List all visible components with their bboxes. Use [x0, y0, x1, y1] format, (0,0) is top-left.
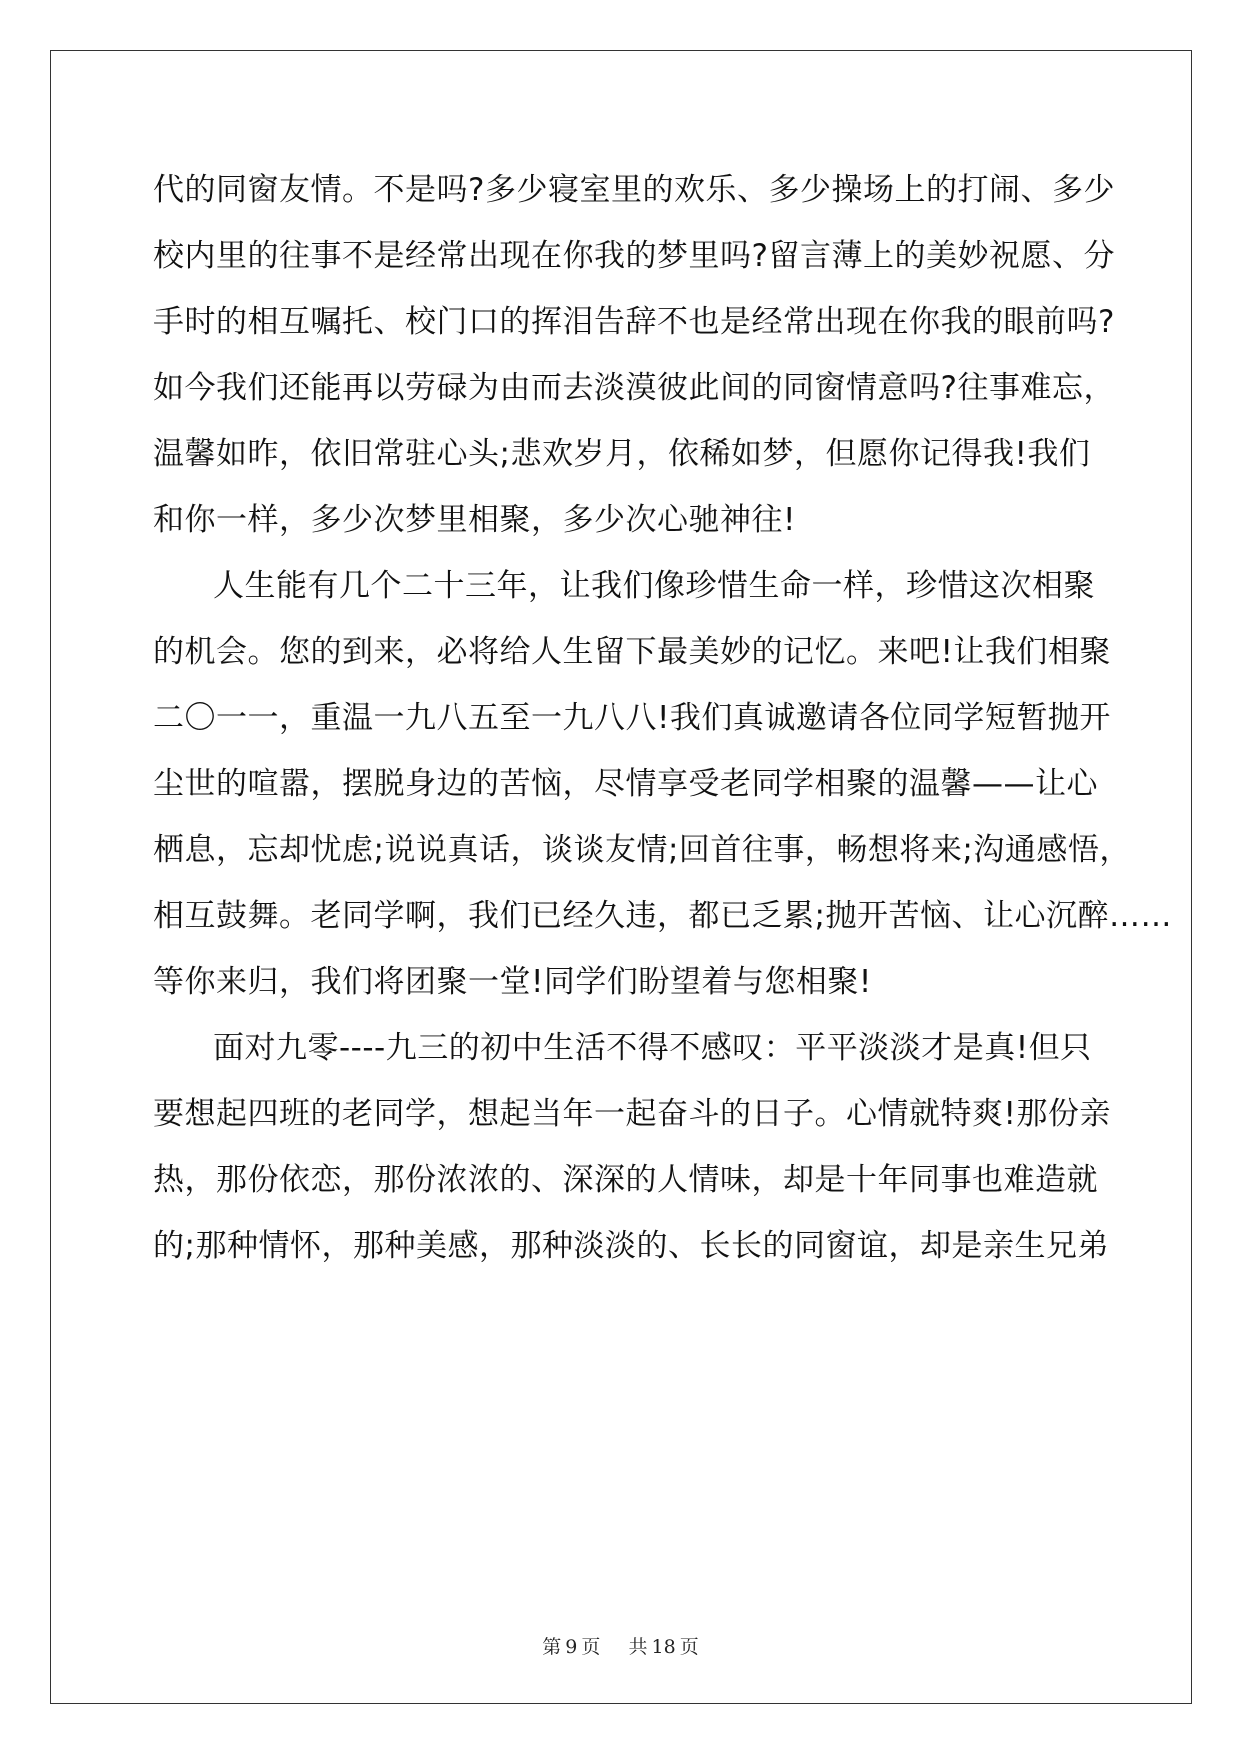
- page-number: 9: [565, 1636, 578, 1658]
- text-line: 栖息，忘却忧虑;说说真话，谈谈友情;回首往事，畅想将来;沟通感悟，: [153, 832, 1131, 868]
- text-line: 面对九零----九三的初中生活不得不感叹：平平淡淡才是真!但只: [213, 1030, 1092, 1066]
- text-line: 手时的相互嘱托、校门口的挥泪告辞不也是经常出现在你我的眼前吗?: [153, 304, 1115, 340]
- text-line: 的;那种情怀，那种美感，那种淡淡的、长长的同窗谊，却是亲生兄弟: [153, 1228, 1109, 1264]
- text-line: 尘世的喧嚣，摆脱身边的苦恼，尽情享受老同学相聚的温馨——让心: [153, 766, 1098, 802]
- text-line: 热，那份依恋，那份浓浓的、深深的人情味，却是十年同事也难造就: [153, 1162, 1098, 1198]
- text-line: 校内里的往事不是经常出现在你我的梦里吗?留言薄上的美妙祝愿、分: [153, 238, 1115, 274]
- page-suffix: 页: [581, 1636, 601, 1658]
- text-line: 等你来归，我们将团聚一堂!同学们盼望着与您相聚!: [153, 964, 872, 1000]
- text-line: 人生能有几个二十三年，让我们像珍惜生命一样，珍惜这次相聚: [213, 568, 1095, 604]
- text-line: 温馨如昨，依旧常驻心头;悲欢岁月，依稀如梦，但愿你记得我!我们: [153, 436, 1091, 472]
- text-line: 如今我们还能再以劳碌为由而去淡漠彼此间的同窗情意吗?往事难忘，: [153, 370, 1115, 406]
- text-line: 相互鼓舞。老同学啊，我们已经久违，都已乏累;抛开苦恼、让心沉醉……: [153, 898, 1172, 934]
- text-line: 的机会。您的到来，必将给人生留下最美妙的记忆。来吧!让我们相聚: [153, 634, 1111, 670]
- document-body: [153, 157, 1172, 1279]
- text-line: 代的同窗友情。不是吗?多少寝室里的欢乐、多少操场上的打闹、多少: [153, 172, 1115, 208]
- total-suffix: 页: [679, 1636, 699, 1658]
- page-label: 第: [542, 1636, 562, 1658]
- total-pages: 18: [651, 1636, 676, 1658]
- text-line: 二〇一一，重温一九八五至一九八八!我们真诚邀请各位同学短暂抛开: [153, 700, 1111, 736]
- page-footer: [0, 1632, 1241, 1659]
- text-line: 和你一样，多少次梦里相聚，多少次心驰神往!: [153, 502, 796, 538]
- text-line: 要想起四班的老同学，想起当年一起奋斗的日子。心情就特爽!那份亲: [153, 1096, 1111, 1132]
- total-label: 共: [628, 1636, 648, 1658]
